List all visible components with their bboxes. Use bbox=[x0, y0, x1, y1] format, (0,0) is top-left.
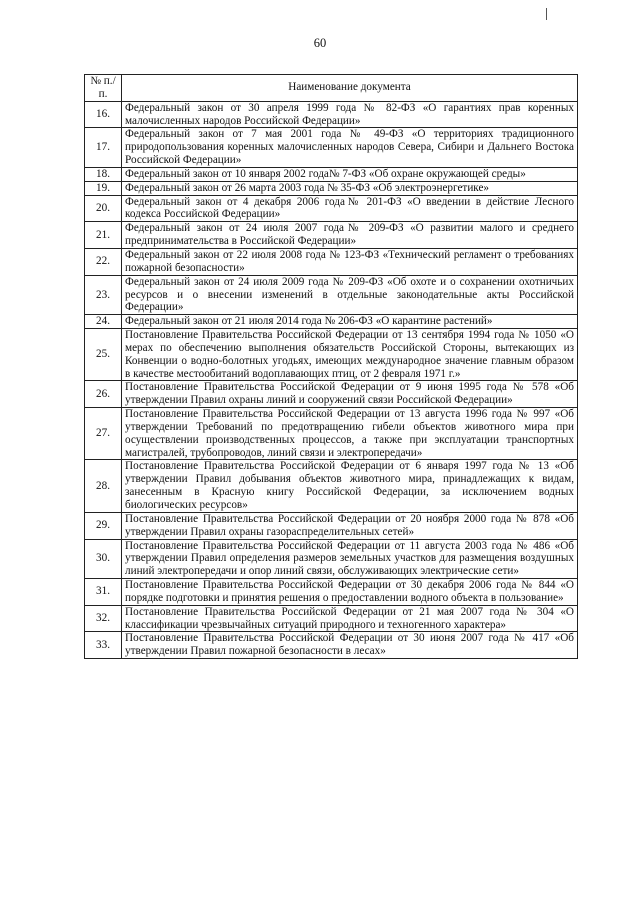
row-number: 24. bbox=[85, 315, 122, 329]
row-number: 31. bbox=[85, 579, 122, 606]
row-number: 18. bbox=[85, 167, 122, 181]
table-row bbox=[85, 248, 578, 275]
table-row bbox=[85, 605, 578, 632]
row-document-name: Постановление Правительства Российской Федерации от 21 мая 2007 года № 304 «О классификации чрезвычайных ситуаций природного и техногенного характера» bbox=[122, 605, 578, 632]
table-body bbox=[85, 101, 578, 658]
table-row bbox=[85, 315, 578, 329]
table-row bbox=[85, 195, 578, 222]
row-number: 27. bbox=[85, 408, 122, 460]
row-document-name: Постановление Правительства Российской Федерации от 30 июня 2007 года № 417 «Об утверждении Правил пожарной безопасности в лесах» bbox=[122, 632, 578, 659]
row-document-name: Федеральный закон от 7 мая 2001 года № 49-ФЗ «О территориях традиционного природопользования коренных малочисленных народов Севера, Сибири и Дальнего Востока Российской Федерации» bbox=[122, 128, 578, 168]
row-number: 16. bbox=[85, 101, 122, 128]
row-number: 30. bbox=[85, 539, 122, 579]
table-row bbox=[85, 329, 578, 381]
row-document-name: Постановление Правительства Российской Федерации от 20 ноября 2000 года № 878 «Об утверждении Правил охраны газораспределительных сетей» bbox=[122, 512, 578, 539]
row-document-name: Федеральный закон от 4 декабря 2006 года№ 201-ФЗ «О введении в действие Лесного кодекса Российской Федерации» bbox=[122, 195, 578, 222]
row-document-name: Постановление Правительства Российской Федерации от 13 августа 1996 года № 997 «Об утверждении Требований по предотвращению гибели объектов животного мира при осуществлении производственных процессов, а также при эксплуатации транспортных магистралей, трубопроводов, линий связи и электропередачи» bbox=[122, 408, 578, 460]
header-number: № п./п. bbox=[85, 75, 122, 102]
row-document-name: Федеральный закон от 24 июля 2007 года№ 209-ФЗ «О развитии малого и среднего предпринимательства в Российской Федерации» bbox=[122, 222, 578, 249]
row-document-name: Федеральный закон от 22 июля 2008 года № 123-ФЗ «Технический регламент о требованиях пожарной безопасности» bbox=[122, 248, 578, 275]
table-row bbox=[85, 275, 578, 315]
row-document-name: Постановление Правительства Российской Федерации от 9 июня 1995 года № 578 «Об утверждении Правил охраны линий и сооружений связи Российской Федерации» bbox=[122, 381, 578, 408]
page-number: 60 bbox=[313, 36, 327, 50]
scan-artifact-mark bbox=[546, 8, 547, 20]
row-number: 32. bbox=[85, 605, 122, 632]
documents-table bbox=[84, 74, 578, 659]
table-row bbox=[85, 128, 578, 168]
row-number: 22. bbox=[85, 248, 122, 275]
row-document-name: Постановление Правительства Российской Федерации от 13 сентября 1994 года № 1050 «О мерах по обеспечению выполнения обязательств Российской Стороны, вытекающих из Конвенции о водно-болотных угодьях, имеющих международное значение главным образом в качестве местообитаний водоплавающих птиц, от 2 февраля 1971 г.» bbox=[122, 329, 578, 381]
row-number: 33. bbox=[85, 632, 122, 659]
row-document-name: Постановление Правительства Российской Федерации от 30 декабря 2006 года № 844 «О порядке подготовки и принятия решения о предоставлении водного объекта в пользование» bbox=[122, 579, 578, 606]
row-number: 29. bbox=[85, 512, 122, 539]
table-row bbox=[85, 632, 578, 659]
row-number: 20. bbox=[85, 195, 122, 222]
row-number: 23. bbox=[85, 275, 122, 315]
row-document-name: Федеральный закон от 24 июля 2009 года № 209-ФЗ «Об охоте и о сохранении охотничьих ресурсов и о внесении изменений в отдельные законодательные акты Российской Федерации» bbox=[122, 275, 578, 315]
row-number: 28. bbox=[85, 460, 122, 512]
row-document-name: Федеральный закон от 10 января 2002 года№ 7-ФЗ «Об охране окружающей среды» bbox=[122, 167, 578, 181]
row-number: 21. bbox=[85, 222, 122, 249]
header-document-name: Наименование документа bbox=[122, 75, 578, 102]
table-row bbox=[85, 101, 578, 128]
row-document-name: Постановление Правительства Российской Федерации от 11 августа 2003 года № 486 «Об утверждении Правил определения размеров земельных участков для размещения воздушных линий электропередачи и опор линий связи, обслуживающих электрические сети» bbox=[122, 539, 578, 579]
row-document-name: Федеральный закон от 21 июля 2014 года № 206-ФЗ «О карантине растений» bbox=[122, 315, 578, 329]
table-row bbox=[85, 539, 578, 579]
table-header-row bbox=[85, 75, 578, 102]
table-row bbox=[85, 460, 578, 512]
row-number: 17. bbox=[85, 128, 122, 168]
table-row bbox=[85, 181, 578, 195]
row-document-name: Федеральный закон от 26 марта 2003 года № 35-ФЗ «Об электроэнергетике» bbox=[122, 181, 578, 195]
row-number: 26. bbox=[85, 381, 122, 408]
table-row bbox=[85, 222, 578, 249]
table-row bbox=[85, 512, 578, 539]
row-document-name: Постановление Правительства Российской Федерации от 6 января 1997 года № 13 «Об утверждении Правил добывания объектов животного мира, принадлежащих к видам, занесенным в Красную книгу Российской Федерации, за исключением водных биологических ресурсов» bbox=[122, 460, 578, 512]
table-row bbox=[85, 167, 578, 181]
table-row bbox=[85, 381, 578, 408]
row-document-name: Федеральный закон от 30 апреля 1999 года № 82-ФЗ «О гарантиях прав коренных малочисленных народов Российской Федерации» bbox=[122, 101, 578, 128]
table-row bbox=[85, 408, 578, 460]
row-number: 19. bbox=[85, 181, 122, 195]
table-row bbox=[85, 579, 578, 606]
row-number: 25. bbox=[85, 329, 122, 381]
